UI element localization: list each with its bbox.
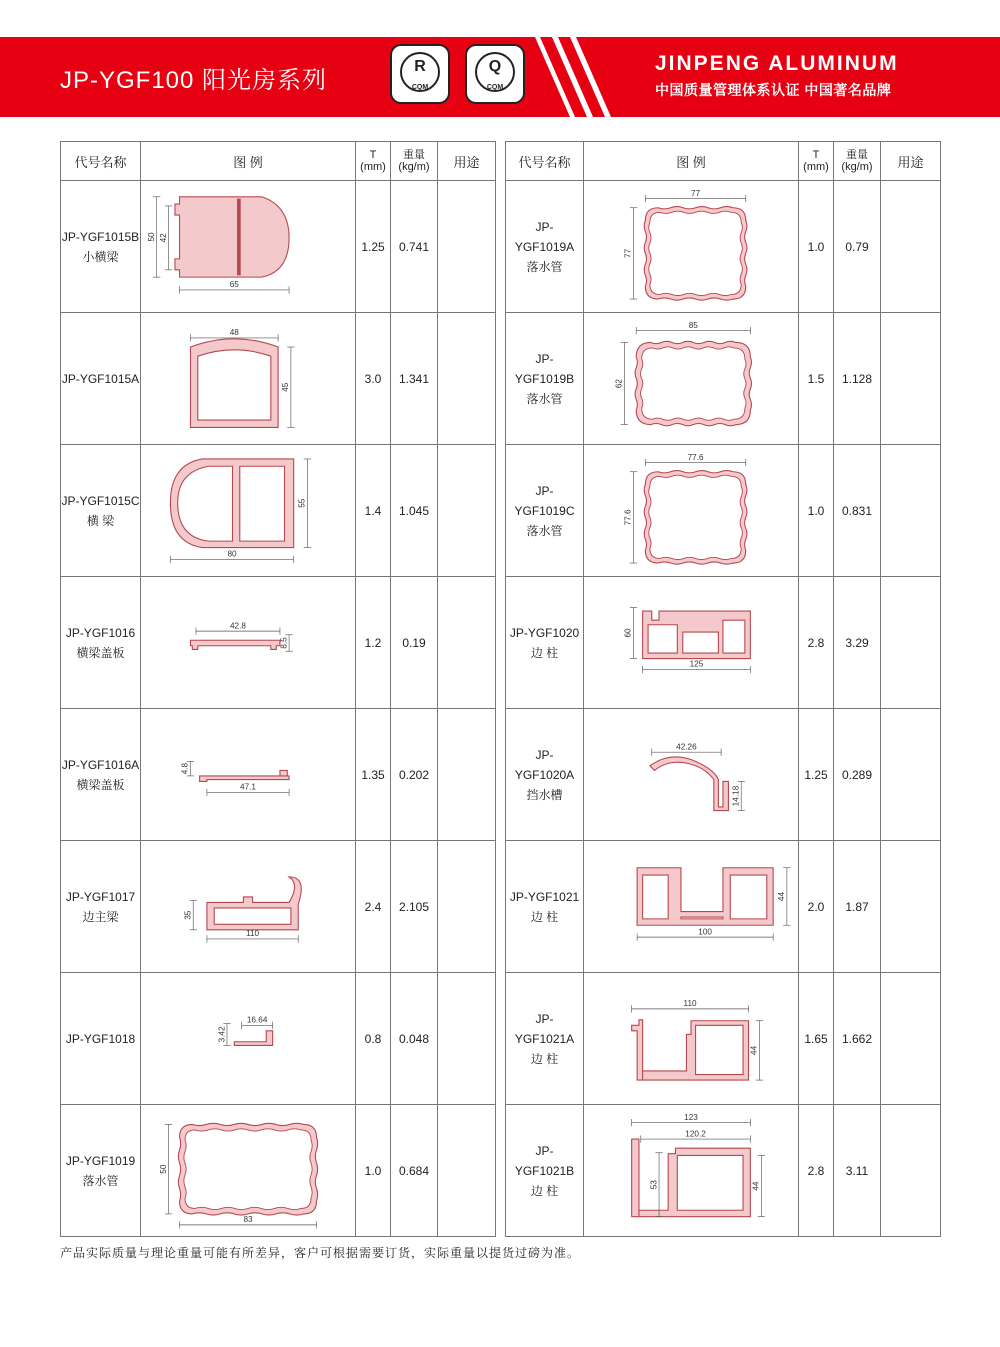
profile-drawing [586, 183, 796, 311]
use-value [881, 709, 941, 841]
use-value [438, 313, 496, 445]
profile-drawing-cell [141, 709, 356, 841]
use-value [881, 1105, 941, 1237]
profile-drawing [586, 975, 796, 1103]
dimension-label: 14.18 [731, 785, 741, 806]
profile-drawing [586, 1107, 796, 1235]
dimension-label: 47.1 [240, 782, 256, 792]
brand-slogan: 中国质量管理体系认证 中国著名品牌 [655, 82, 892, 98]
dimension-label: 45 [281, 382, 291, 392]
col-thickness [799, 142, 834, 181]
thickness-value: 1.0 [799, 445, 834, 577]
profile-name: 边主梁 [82, 909, 119, 924]
spec-table-left [60, 141, 496, 1237]
weight-value: 2.105 [391, 841, 438, 973]
use-value [881, 445, 941, 577]
col-code: 代号名称 [61, 142, 141, 181]
dimension-label: 77 [623, 248, 633, 258]
dimension-label: 42.8 [229, 620, 246, 630]
table-row [506, 1105, 941, 1237]
profile-drawing-cell [584, 313, 799, 445]
profile-drawing [586, 711, 796, 839]
dimension-label: 65 [229, 279, 239, 289]
profile-name: 横梁盖板 [76, 777, 125, 792]
table-row [61, 313, 496, 445]
weight-value: 0.202 [391, 709, 438, 841]
profile-drawing [143, 183, 353, 311]
weight-value: 1.662 [834, 973, 881, 1105]
profile-drawing [143, 315, 353, 443]
profile-code-cell [61, 313, 141, 445]
dimension-label: 77.6 [687, 452, 704, 462]
profile-code-cell [506, 577, 584, 709]
dimension-label: 42 [158, 232, 168, 242]
profile-name: 边 柱 [530, 909, 559, 924]
col-code: 代号名称 [506, 142, 584, 181]
weight-value: 1.341 [391, 313, 438, 445]
table-row [61, 181, 496, 313]
profile-code: JP-YGF1020A [514, 747, 575, 782]
profile-drawing [586, 315, 796, 443]
profile-drawing-cell [584, 1105, 799, 1237]
thickness-value: 1.35 [356, 709, 391, 841]
dimension-label: 3.42 [217, 1025, 227, 1042]
profile-code: JP-YGF1016A [61, 757, 140, 772]
profile-drawing-cell [141, 973, 356, 1105]
profile-drawing [586, 447, 796, 575]
profile-code-cell [506, 841, 584, 973]
profile-code: JP-YGF1021B [514, 1143, 575, 1178]
col-thickness-label: T [369, 149, 377, 161]
dimension-label: 35 [183, 910, 193, 920]
profile-name: 落水管 [82, 1173, 119, 1188]
thickness-value: 2.4 [356, 841, 391, 973]
profile-code: JP-YGF1019C [514, 483, 575, 518]
use-value [438, 445, 496, 577]
profile-drawing-cell [141, 1105, 356, 1237]
profile-code-cell [61, 1105, 141, 1237]
profile-drawing [143, 447, 353, 575]
dimension-label: 80 [227, 549, 237, 559]
dimension-label: 77.6 [623, 508, 633, 525]
profile-code: JP-YGF1015A [61, 371, 140, 386]
profile-name: 横梁盖板 [76, 645, 125, 660]
profile-code: JP-YGF1019B [514, 351, 575, 386]
dimension-label: 44 [749, 1045, 759, 1055]
col-weight-label: 重量 [403, 149, 425, 161]
dimension-label: 100 [698, 926, 712, 936]
weight-value: 3.29 [834, 577, 881, 709]
profile-name: 边 柱 [530, 1051, 559, 1066]
weight-value: 0.741 [391, 181, 438, 313]
profile-name: 边 柱 [530, 1183, 559, 1198]
footnote: 产品实际质量与理论重量可能有所差异，客户可根据需要订货，实际重量以提货过磅为准。 [60, 1246, 581, 1260]
thickness-value: 1.25 [356, 181, 391, 313]
thickness-value: 1.5 [799, 313, 834, 445]
col-thickness-unit: (mm) [803, 161, 829, 173]
thickness-value: 1.2 [356, 577, 391, 709]
table-row [61, 445, 496, 577]
profile-code-cell [61, 973, 141, 1105]
use-value [881, 181, 941, 313]
profile-code-cell [61, 709, 141, 841]
series-title: JP-YGF100 阳光房系列 [60, 67, 328, 94]
dimension-label: 110 [246, 928, 260, 938]
table-row [506, 577, 941, 709]
profile-code-cell [506, 709, 584, 841]
logo-label: CQM [411, 84, 429, 91]
profile-drawing [143, 711, 353, 839]
dimension-label: 48 [229, 327, 239, 337]
dimension-label: 60 [623, 627, 633, 638]
table-header-row [506, 142, 941, 181]
weight-value: 1.128 [834, 313, 881, 445]
dimension-label: 55 [297, 498, 307, 508]
table-row [61, 577, 496, 709]
thickness-value: 1.25 [799, 709, 834, 841]
profile-name: 落水管 [526, 391, 563, 406]
profile-code-cell [61, 181, 141, 313]
profile-drawing-cell [584, 445, 799, 577]
profile-name: 边 柱 [530, 645, 559, 660]
profile-code: JP-YGF1018 [65, 1031, 136, 1046]
q-cqm-mark-icon [465, 44, 525, 104]
brand-name: JINPENG ALUMINUM [655, 52, 899, 75]
profile-name: 落水管 [526, 523, 563, 538]
profile-drawing-cell [584, 181, 799, 313]
profile-code: JP-YGF1021 [509, 889, 580, 904]
table-row [506, 841, 941, 973]
dimension-label: 110 [683, 998, 697, 1008]
weight-value: 0.048 [391, 973, 438, 1105]
use-value [881, 313, 941, 445]
profile-drawing [143, 975, 353, 1103]
use-value [438, 841, 496, 973]
weight-value: 0.684 [391, 1105, 438, 1237]
profile-drawing-cell [584, 709, 799, 841]
thickness-value: 1.4 [356, 445, 391, 577]
logo-label: CQM [486, 84, 504, 91]
use-value [438, 1105, 496, 1237]
table-row [506, 313, 941, 445]
use-value [438, 973, 496, 1105]
profile-code: JP-YGF1016 [65, 625, 136, 640]
col-drawing: 图 例 [141, 142, 356, 181]
dimension-label: 44 [751, 1181, 761, 1191]
weight-value: 0.289 [834, 709, 881, 841]
dimension-label: 50 [158, 1164, 168, 1174]
profile-drawing-cell [141, 445, 356, 577]
thickness-value: 3.0 [356, 313, 391, 445]
table-header-row [61, 142, 496, 181]
profile-drawing-cell [141, 841, 356, 973]
table-row [61, 841, 496, 973]
profile-name: 横 梁 [86, 513, 115, 528]
logo-letter: Q [488, 58, 502, 75]
profile-drawing [586, 843, 796, 971]
thickness-value: 0.8 [356, 973, 391, 1105]
table-row [61, 1105, 496, 1237]
table-row [506, 181, 941, 313]
use-value [438, 709, 496, 841]
col-thickness [356, 142, 391, 181]
col-drawing: 图 例 [584, 142, 799, 181]
col-weight-unit: (kg/m) [398, 161, 430, 173]
col-weight [391, 142, 438, 181]
dimension-label: 62 [614, 378, 624, 388]
use-value [881, 841, 941, 973]
table-row [61, 973, 496, 1105]
use-value [881, 577, 941, 709]
profile-name: 小横梁 [82, 249, 119, 264]
profile-code: JP-YGF1019A [514, 219, 575, 254]
spec-table-right [505, 141, 941, 1237]
dimension-label: 83 [243, 1214, 253, 1224]
profile-code: JP-YGF1015C [61, 493, 140, 508]
profile-code-cell [506, 313, 584, 445]
thickness-value: 2.8 [799, 577, 834, 709]
r-cqm-mark-icon [390, 44, 450, 104]
profile-code: JP-YGF1017 [65, 889, 136, 904]
profile-code-cell [506, 445, 584, 577]
profile-drawing [143, 1107, 353, 1235]
profile-drawing-cell [141, 577, 356, 709]
profile-name: 落水管 [526, 259, 563, 274]
dimension-label: 77 [691, 188, 701, 198]
table-row [506, 973, 941, 1105]
profile-drawing [586, 579, 796, 707]
profile-code-cell [61, 841, 141, 973]
dimension-label: 8.5 [279, 636, 289, 649]
table-row [506, 445, 941, 577]
weight-value: 1.87 [834, 841, 881, 973]
profile-code-cell [506, 973, 584, 1105]
weight-value: 0.19 [391, 577, 438, 709]
profile-drawing-cell [141, 181, 356, 313]
profile-code: JP-YGF1021A [514, 1011, 575, 1046]
dimension-label: 42.26 [676, 741, 697, 751]
dimension-label: 16.64 [246, 1015, 268, 1025]
profile-code-cell [506, 181, 584, 313]
weight-value: 0.831 [834, 445, 881, 577]
profile-drawing-cell [584, 973, 799, 1105]
col-thickness-unit: (mm) [360, 161, 386, 173]
col-weight-label: 重量 [846, 149, 868, 161]
col-use: 用途 [438, 142, 496, 181]
profile-drawing-cell [584, 577, 799, 709]
thickness-value: 1.65 [799, 973, 834, 1105]
col-weight-unit: (kg/m) [841, 161, 873, 173]
thickness-value: 1.0 [356, 1105, 391, 1237]
dimension-label: 123 [684, 1112, 698, 1122]
profile-code-cell [61, 445, 141, 577]
dimension-label: 125 [689, 659, 704, 669]
use-value [881, 973, 941, 1105]
profile-code-cell [61, 577, 141, 709]
dimension-label: 120.2 [685, 1128, 706, 1138]
profile-code: JP-YGF1019 [65, 1153, 136, 1168]
profile-code-cell [506, 1105, 584, 1237]
col-thickness-label: T [812, 149, 820, 161]
logo-letter: R [414, 58, 426, 75]
col-use: 用途 [881, 142, 941, 181]
table-row [506, 709, 941, 841]
use-value [438, 577, 496, 709]
profile-drawing [143, 843, 353, 971]
profile-name: 挡水槽 [526, 787, 563, 802]
thickness-value: 1.0 [799, 181, 834, 313]
dimension-label: 50 [146, 231, 156, 242]
dimension-label: 53 [649, 1179, 659, 1189]
dimension-label: 4.8 [180, 762, 190, 774]
thickness-value: 2.8 [799, 1105, 834, 1237]
profile-drawing [143, 579, 353, 707]
dimension-label: 85 [688, 320, 698, 330]
col-weight [834, 142, 881, 181]
table-row [61, 709, 496, 841]
weight-value: 0.79 [834, 181, 881, 313]
profile-drawing-cell [584, 841, 799, 973]
weight-value: 1.045 [391, 445, 438, 577]
dimension-label: 44 [777, 891, 787, 901]
profile-code: JP-YGF1020 [509, 625, 580, 640]
thickness-value: 2.0 [799, 841, 834, 973]
use-value [438, 181, 496, 313]
weight-value: 3.11 [834, 1105, 881, 1237]
profile-drawing-cell [141, 313, 356, 445]
profile-code: JP-YGF1015B [61, 229, 140, 244]
